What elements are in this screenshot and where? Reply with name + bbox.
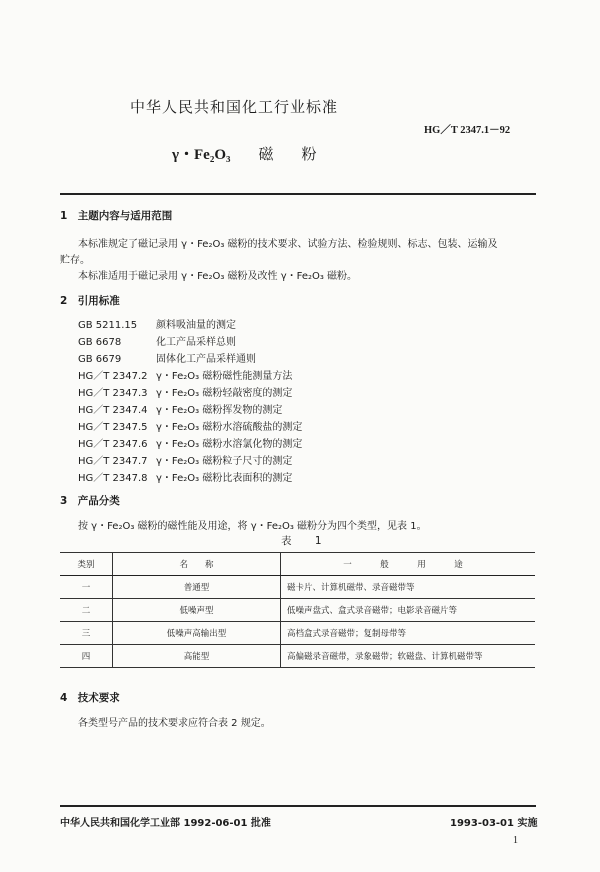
table-cell: 普通型 — [113, 576, 281, 599]
reference-item: GB 6679 固体化工产品采样通则 — [78, 354, 256, 365]
section-4-heading: 4 技术要求 — [60, 692, 120, 704]
section-3-heading: 3 产品分类 — [60, 495, 120, 507]
standard-number: HG／T 2347.1－92 — [424, 125, 511, 136]
section-1-para-2: 本标准适用于磁记录用 γ・Fe₂O₃ 磁粉及改性 γ・Fe₂O₃ 磁粉。 — [78, 271, 358, 282]
reference-item: HG／T 2347.7 γ・Fe₂O₃ 磁粉粒子尺寸的测定 — [78, 456, 293, 467]
classification-table — [60, 552, 535, 668]
header-rule — [60, 193, 536, 195]
section-1-para-1-line-2: 贮存。 — [60, 255, 90, 266]
table-row — [60, 645, 535, 668]
reference-item: GB 5211.15 颜料吸油量的测定 — [78, 320, 236, 331]
table-cell: 高偏磁录音磁带，录象磁带；软磁盘、计算机磁带等 — [281, 645, 536, 668]
section-2-heading: 2 引用标准 — [60, 295, 120, 307]
reference-item: HG／T 2347.8 γ・Fe₂O₃ 磁粉比表面积的测定 — [78, 473, 293, 484]
table-header-cell: 一 般 用 途 — [281, 553, 536, 576]
footer-rule — [60, 805, 536, 807]
effective-date: 1993-03-01 实施 — [450, 818, 538, 829]
table-cell: 一 — [60, 576, 113, 599]
table-cell: 低噪声型 — [113, 599, 281, 622]
section-4-para: 各类型号产品的技术要求应符合表 2 规定。 — [78, 718, 271, 729]
title-chinese: 磁粉 — [258, 145, 345, 163]
section-1-para-1-line-1: 本标准规定了磁记录用 γ・Fe₂O₃ 磁粉的技术要求、试验方法、检验规则、标志、包装、运输及 — [78, 239, 498, 250]
table-cell: 二 — [60, 599, 113, 622]
table-row — [60, 599, 535, 622]
document-title — [172, 143, 345, 164]
table-header-cell: 类别 — [60, 553, 113, 576]
reference-item: HG／T 2347.4 γ・Fe₂O₃ 磁粉挥发物的测定 — [78, 405, 283, 416]
table-row — [60, 622, 535, 645]
reference-item: HG／T 2347.3 γ・Fe₂O₃ 磁粉轻敲密度的测定 — [78, 388, 293, 399]
table-cell: 三 — [60, 622, 113, 645]
reference-item: HG／T 2347.6 γ・Fe₂O₃ 磁粉水溶氯化物的测定 — [78, 439, 303, 450]
reference-item: HG／T 2347.5 γ・Fe₂O₃ 磁粉水溶硫酸盐的测定 — [78, 422, 303, 433]
reference-item: GB 6678 化工产品采样总则 — [78, 337, 236, 348]
section-3-para: 按 γ・Fe₂O₃ 磁粉的磁性能及用途，将 γ・Fe₂O₃ 磁粉分为四个类型，见表 1。 — [78, 521, 427, 532]
table-header-row — [60, 553, 535, 576]
table-cell: 四 — [60, 645, 113, 668]
table-header-cell: 名 称 — [113, 553, 281, 576]
table-cell: 低噪声高输出型 — [113, 622, 281, 645]
approval-line: 中华人民共和国化学工业部 1992-06-01 批准 — [60, 818, 271, 829]
table-cell: 磁卡片、计算机磁带、录音磁带等 — [281, 576, 536, 599]
title-formula: γ・Fe₂O₃ — [172, 147, 231, 163]
page-number: 1 — [513, 835, 518, 846]
table-cell: 高档盒式录音磁带；复制母带等 — [281, 622, 536, 645]
issuing-organization: 中华人民共和国化工行业标准 — [130, 98, 339, 116]
reference-item: HG／T 2347.2 γ・Fe₂O₃ 磁粉磁性能测量方法 — [78, 371, 293, 382]
table-cell: 高能型 — [113, 645, 281, 668]
table-cell: 低噪声盘式、盒式录音磁带；电影录音磁片等 — [281, 599, 536, 622]
section-1-heading: 1 主题内容与适用范围 — [60, 210, 173, 222]
table-caption: 表 1 — [281, 535, 332, 547]
table-row — [60, 576, 535, 599]
